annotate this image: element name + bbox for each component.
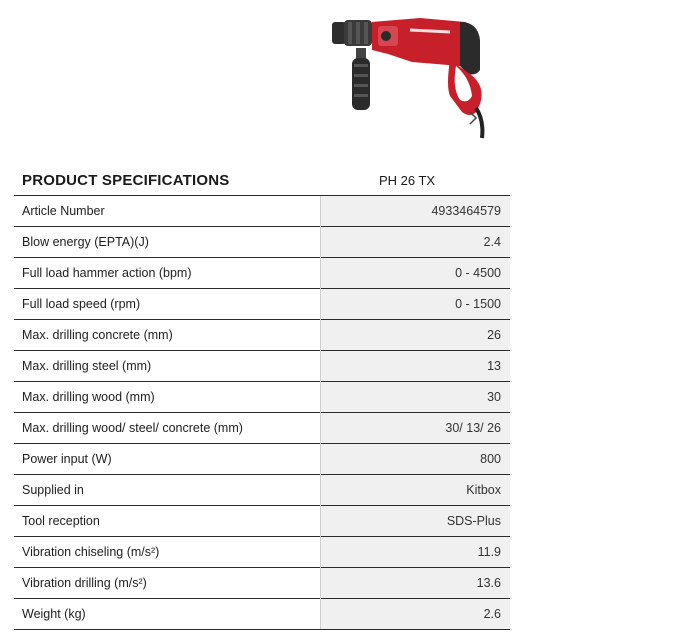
spec-row — [14, 258, 510, 289]
spec-value: 11.9 — [321, 537, 511, 568]
spec-label: Vibration drilling (m/s²) — [14, 568, 321, 599]
product-image-rotary-hammer — [300, 0, 510, 168]
spec-row — [14, 196, 510, 227]
spec-label: Weight (kg) — [14, 599, 321, 630]
spec-value: 2.4 — [321, 227, 511, 258]
spec-value: 30 — [321, 382, 511, 413]
spec-table — [14, 195, 510, 630]
spec-label: Max. drilling wood/ steel/ concrete (mm) — [14, 413, 321, 444]
spec-row — [14, 382, 510, 413]
spec-label: Full load speed (rpm) — [14, 289, 321, 320]
spec-label: Vibration chiseling (m/s²) — [14, 537, 321, 568]
spec-label: Blow energy (EPTA)(J) — [14, 227, 321, 258]
spec-value: SDS-Plus — [321, 506, 511, 537]
spec-value: 26 — [321, 320, 511, 351]
spec-label: Tool reception — [14, 506, 321, 537]
spec-value: 0 - 4500 — [321, 258, 511, 289]
spec-row — [14, 320, 510, 351]
spec-row — [14, 599, 510, 630]
spec-row — [14, 537, 510, 568]
spec-value: 4933464579 — [321, 196, 511, 227]
spec-row — [14, 506, 510, 537]
spec-label: Max. drilling steel (mm) — [14, 351, 321, 382]
spec-row — [14, 475, 510, 506]
spec-label: Supplied in — [14, 475, 321, 506]
spec-value: 800 — [321, 444, 511, 475]
spec-value: 13.6 — [321, 568, 511, 599]
spec-heading: PRODUCT SPECIFICATIONS — [22, 172, 230, 189]
spec-row — [14, 568, 510, 599]
spec-value: Kitbox — [321, 475, 511, 506]
spec-value: 2.6 — [321, 599, 511, 630]
spec-label: Power input (W) — [14, 444, 321, 475]
spec-value: 30/ 13/ 26 — [321, 413, 511, 444]
model-name: PH 26 TX — [378, 173, 436, 188]
spec-row — [14, 351, 510, 382]
spec-value: 13 — [321, 351, 511, 382]
spec-label: Max. drilling concrete (mm) — [14, 320, 321, 351]
spec-row — [14, 444, 510, 475]
spec-value: 0 - 1500 — [321, 289, 511, 320]
spec-label: Article Number — [14, 196, 321, 227]
spec-label: Full load hammer action (bpm) — [14, 258, 321, 289]
spec-row — [14, 289, 510, 320]
spec-row — [14, 227, 510, 258]
spec-row — [14, 413, 510, 444]
spec-label: Max. drilling wood (mm) — [14, 382, 321, 413]
